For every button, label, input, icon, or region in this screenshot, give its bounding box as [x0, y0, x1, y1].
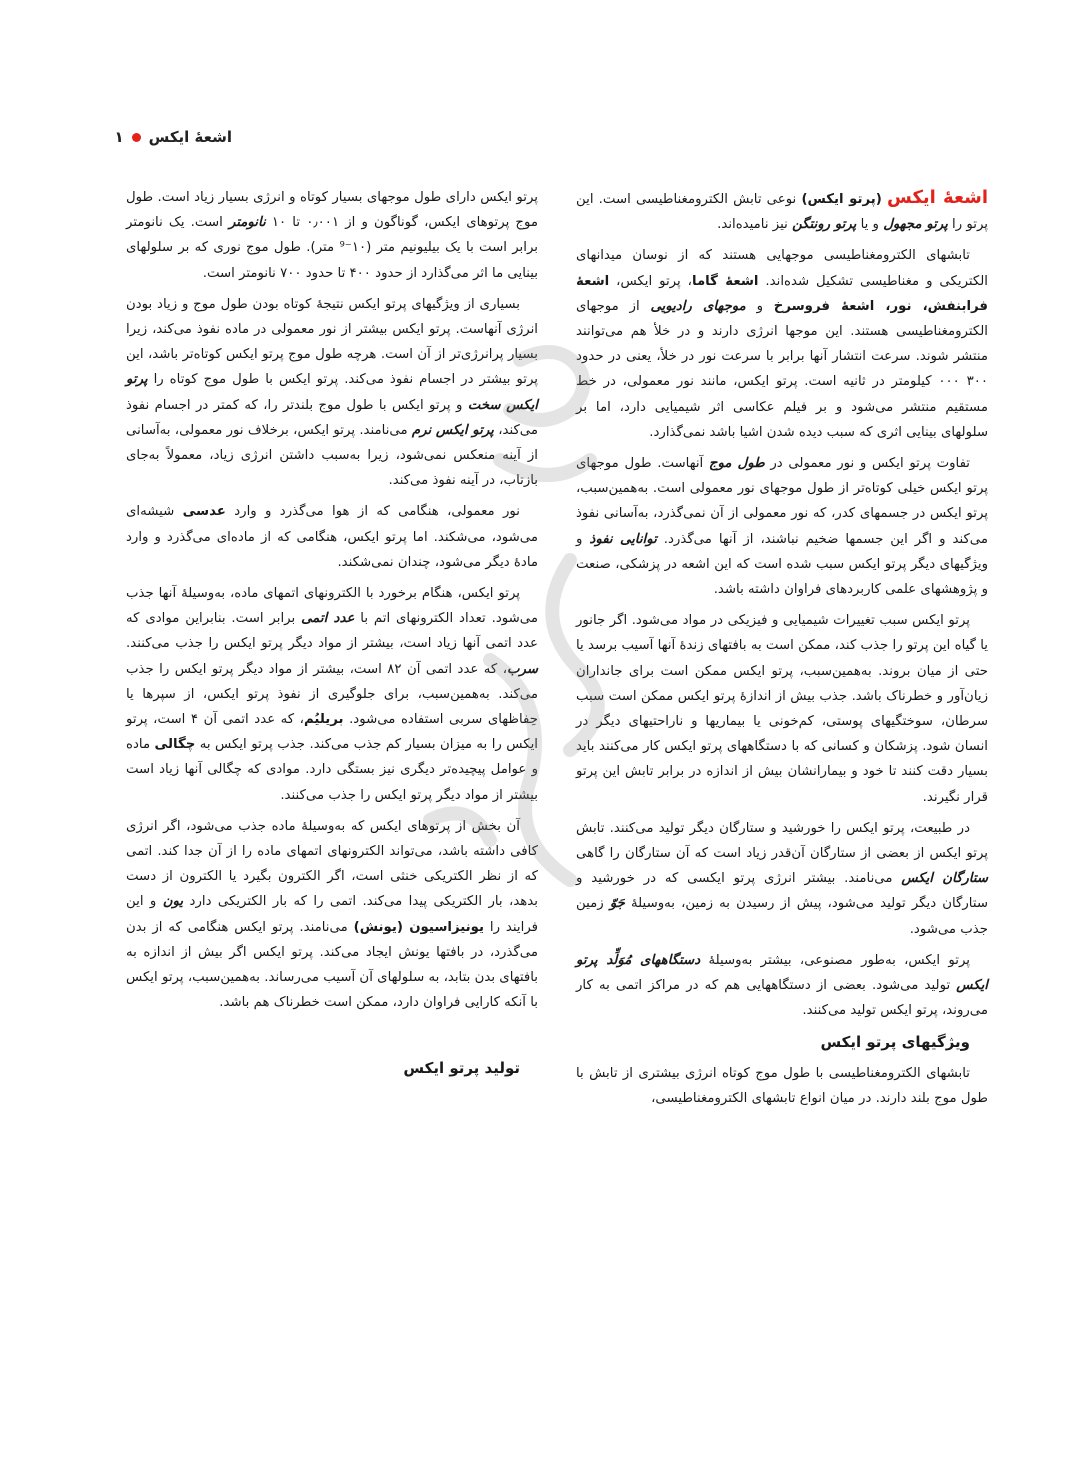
text: می‌نامند. پرتو ایکس هنگامی که از بدن می‌گذرد، در بافتها یونش ایجاد می‌کند. پرتو ایکس اگر بیش از اندازه به بافتهای بدن بتابد، به سلولهای آن آسیب می‌رساند. به‌همین‌سبب، پرتو ایکس با آنکه کارایی فراوان دارد، ممکن است خطرناک هم باشد. — [126, 919, 538, 1011]
text: تولید می‌شود. بعضی از دستگاههایی هم که در مراکز اتمی به کار می‌روند، پرتو ایکس تولید می‌کنند. — [576, 978, 988, 1019]
term: (پرتو ایکس) — [801, 192, 882, 207]
text: و یا — [860, 217, 879, 233]
text: ، که عدد اتمی آن ۸۲ است، بیشتر از مواد دیگر پرتو ایکس را جذب می‌کند. به‌همین‌سبب، برای جلوگیری از نفوذ پرتو ایکس، از سپرها یا حِفاظهای سربی استفاده می‌شود. — [126, 661, 538, 728]
left-column — [126, 185, 538, 1087]
text: پرتو ایکس، هنگام برخورد با الکترونهای اتمهای ماده، به‌وسیلهٔ آنها جذب می‌شود. تعداد الکترونهای اتم با — [126, 586, 538, 627]
term: توانایی نفوذ — [589, 531, 657, 547]
text: ، پرتو ایکس، — [616, 273, 692, 289]
page-number: ۱ — [114, 128, 124, 146]
text: پرتو ایکس، به‌طور مصنوعی، بیشتر به‌وسیلهٔ — [708, 952, 970, 968]
paragraph — [576, 816, 988, 942]
paragraph — [126, 185, 538, 286]
text: آنهاست. طول موجهای پرتو ایکس خیلی کوتاه‌تر از طول موجهای نور معمولی است. به‌همین‌سبب، پرتو ایکس در جسمهای کدر، که نور معمولی از آن نمی‌گذرد، به‌آسانی نفوذ می‌کند و اگر این جسمها ضخیم نباشند، از آنها می‌گذرد. — [576, 456, 988, 547]
term: بریلیُم — [303, 712, 344, 728]
paragraph-intro — [576, 185, 988, 237]
term: نانومتر — [228, 215, 266, 231]
paragraph: پرتو ایکس سبب تغییرات شیمیایی و فیزیکی در مواد می‌شود. اگر جانور یا گیاه این پرتو را جذب کند، ممکن است به بافتهای زندهٔ آنها آسیب برسد یا حتی از میان بروند. به‌همین‌سبب، پرتو ایکس ممکن است برای جانداران زیان‌آور و خطرناک باشد. جذب بیش از اندازهٔ پرتو ایکس ممکن است سبب سرطان، سوختگیهای پوستی، کم‌خونی یا بیماریها و ناراحتیهای دیگر در انسان شود. پزشکان و کسانی که با دستگاههای پرتو ایکس کار می‌کنند باید بسیار دقت کنند تا خود و بیمارانشان بیش از اندازه در برابر تابش این پرتو قرار نگیرند. — [576, 613, 988, 805]
text: و این فرایند را — [126, 894, 539, 935]
text: و — [756, 298, 763, 314]
bullet-dot-icon — [132, 133, 141, 142]
term: چگالی — [154, 737, 196, 753]
term: اشعهٔ فرابنفش، نور، اشعهٔ فروسرخ — [576, 273, 989, 314]
paragraph — [126, 499, 538, 575]
paragraph — [126, 581, 538, 808]
term: پرتو رونتگن — [792, 217, 857, 233]
term: سرب — [507, 661, 538, 677]
text: می‌نامند. پرتو ایکس، برخلاف نور معمولی، به‌آسانی از آینه منعکس نمی‌شود، زیرا به‌سبب داشتن انرژی زیاد، معمولاً به‌جای بازتاب، در آینه نفوذ می‌کند. — [126, 422, 538, 489]
paragraph — [576, 243, 988, 445]
term: جَوّ — [609, 896, 625, 912]
term: طول موج — [708, 456, 765, 472]
text: تفاوت پرتو ایکس و نور معمولی در — [770, 456, 971, 472]
text: برابر است. بنابراین موادی که عدد اتمی آنها زیاد است، بیشتر از مواد دیگر پرتو ایکس را جذب می‌کنند. — [126, 611, 538, 652]
section-heading: تولید پرتو ایکس — [403, 1058, 520, 1077]
text: و پرتو ایکس با طول موج بلندتر را، که کمتر در اجسام نفوذ می‌کند، — [126, 397, 539, 438]
term: یونیزاسیون (یونش) — [353, 919, 484, 935]
paragraph — [126, 292, 538, 494]
paragraph — [576, 451, 988, 602]
section-heading: ویژگیهای پرتو ایکس — [820, 1032, 970, 1051]
term: ستارگان ایکس — [901, 871, 988, 887]
term: پرتو مجهول — [883, 217, 948, 233]
text: آن بخش از پرتوهای ایکس که به‌وسیلهٔ ماده جذب می‌شود، اگر انرژی کافی داشته باشد، می‌تواند الکترونهای اتمهای ماده را از آن جدا کند. اتمی که از نظر الکتریکی خنثی است، اگر الکترون بگیرد یا الکترون از دست بدهد، بار الکتریکی پیدا می‌کند. اتمی را که بار الکتریکی دارد — [126, 818, 538, 910]
text: ماده و عوامل پیچیده‌تر دیگری نیز بستگی دارد. موادی که چگالی آنها زیاد است بیشتر از مواد دیگر پرتو ایکس را جذب می‌کنند. — [126, 737, 538, 803]
term: اشعهٔ گاما — [691, 273, 759, 289]
text: نیز نامیده‌اند. — [717, 217, 788, 233]
text: است. یک نانومتر برابر است با یک بیلیونیم متر (۱۰⁻⁹ متر). طول موج نوری که بر سلولهای بینایی ما اثر می‌گذارد از حدود ۴۰۰ تا حدود ۷۰۰ نانومتر است. — [126, 215, 538, 281]
term: پرتو ایکس سخت — [126, 372, 538, 413]
term: دستگاههای مُوَلِّد پرتو ایکس — [576, 952, 988, 994]
term: عدسی — [182, 504, 226, 520]
paragraph: تابشهای الکترومغناطیسی با طول موج کوتاه انرژی بیشتری از تابش با طول موج بلند دارند. در میان انواع تابشهای الکترومغناطیسی، — [576, 1065, 988, 1106]
term: پرتو ایکس نرم — [411, 422, 494, 438]
term: موجهای رادیویی — [650, 298, 746, 314]
article-heading: اشعهٔ ایکس — [887, 187, 988, 208]
text: نوعی تابش الکترومغناطیسی است. این پرتو را — [576, 192, 988, 233]
text: از موجهای الکترومغناطیسی هستند. این موجها انرژی دارند و در خلأ هم می‌توانند منتشر شوند. سرعت انتشار آنها برابر با سرعت نور در خلأ، یعنی در حدود ۳۰۰ ۰۰۰ کیلومتر در ثانیه است. پرتو ایکس، مانند نور معمولی، در خط مستقیم منتشر می‌شود و بر فیلم عکاسی اثر شیمیایی دارد، اما بر سلولهای بینایی اثری که سبب دیده شدن اشیا باشد نمی‌گذارد. — [576, 298, 988, 440]
term: عدد اتمی — [301, 611, 355, 627]
text: تابشهای الکترومغناطیسی موجهایی هستند که از نوسان میدانهای الکتریکی و مغناطیسی تشکیل شده‌اند. — [576, 248, 989, 289]
text: پرتو ایکس دارای طول موجهای بسیار کوتاه و انرژی بسیار زیاد است. طول موج پرتوهای ایکس، گوناگون و از ۰٫۰۰۱ تا ۱۰ — [126, 190, 538, 231]
text: بسیاری از ویژگیهای پرتو ایکس نتیجهٔ کوتاه بودن طول موج و زیاد بودن انرژی آنهاست. پرتو ایکس بیشتر از نور معمولی در ماده نفوذ می‌کند، زیرا بسیار پرانرژی‌تر از آن است. هرچه طول موج پرتو ایکس کوتاه‌تر باشد، این پرتو بیشتر در اجسام نفوذ می‌کند. پرتو ایکس با طول موج کوتاه را — [126, 296, 538, 388]
text: و ویژگیهای دیگر پرتو ایکس سبب شده است که این اشعه در پزشکی، صنعت و پژوهشهای علمی کاربردهای فراوان داشته باشد. — [576, 531, 988, 598]
text: نور معمولی، هنگامی که از هوا می‌گذرد و وارد — [234, 504, 520, 520]
term: یون — [162, 894, 184, 910]
text: ، که عدد اتمی آن ۴ است، پرتو ایکس را به میزان بسیار کم جذب می‌کند. جذب پرتو ایکس به — [126, 712, 538, 753]
text: شیشه‌ای می‌شود، می‌شکند. اما پرتو ایکس، هنگامی که از ماده‌ای می‌گذرد و وارد مادهٔ دیگر می‌شود، چندان نمی‌شکند. — [126, 504, 538, 570]
text: می‌نامند. بیشتر انرژی پرتو ایکسی که در خورشید و ستارگان دیگر تولید می‌شود، پیش از رسیدن به زمین، به‌وسیلهٔ — [576, 871, 989, 912]
paragraph — [126, 814, 538, 1016]
text: زمین جذب می‌شود. — [576, 896, 988, 937]
paragraph — [576, 948, 988, 1024]
right-column — [576, 185, 988, 1117]
text: در طبیعت، پرتو ایکس را خورشید و ستارگان دیگر تولید می‌کنند. تابش پرتو ایکس از بعضی از ستارگان آن‌قدر زیاد است که آن ستارگان را گاهی — [576, 820, 988, 862]
running-header — [92, 128, 232, 146]
chapter-title: اشعهٔ ایکس — [148, 128, 232, 146]
